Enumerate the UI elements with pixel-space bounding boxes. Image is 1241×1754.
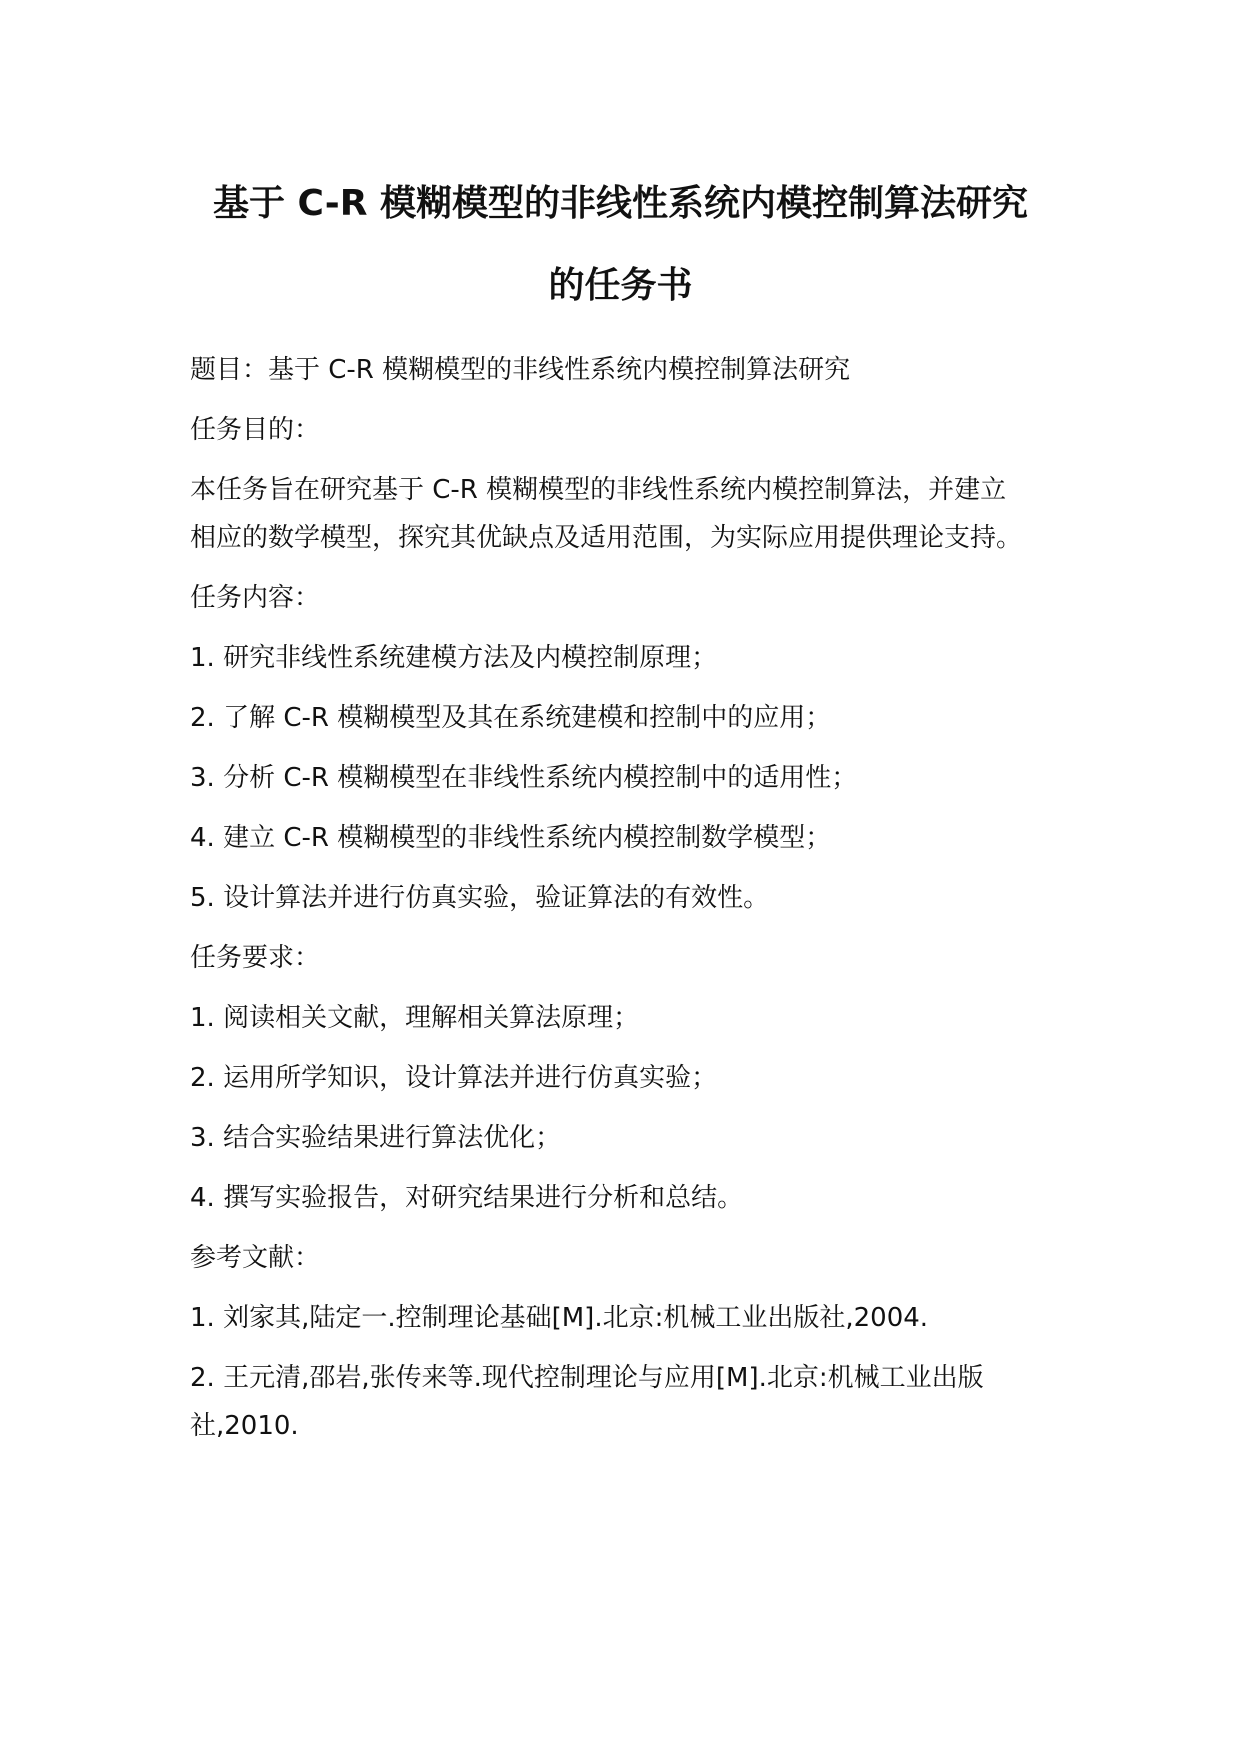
purpose-heading: 任务目的： [190, 415, 321, 445]
requirement-item-4: 4. 撰写实验报告，对研究结果进行分析和总结。 [190, 1183, 744, 1213]
topic-line: 题目：基于 C-R 模糊模型的非线性系统内模控制算法研究 [190, 355, 851, 385]
purpose-line-1: 本任务旨在研究基于 C-R 模糊模型的非线性系统内模控制算法，并建立 [190, 475, 1007, 505]
reference-item-2-line-2: 社,2010. [190, 1411, 299, 1441]
document-title-line-2: 的任务书 [548, 265, 693, 306]
content-item-3: 3. 分析 C-R 模糊模型在非线性系统内模控制中的适用性； [190, 763, 858, 793]
requirements-heading: 任务要求： [190, 943, 321, 973]
requirement-item-2: 2. 运用所学知识，设计算法并进行仿真实验； [190, 1063, 718, 1093]
requirement-item-1: 1. 阅读相关文献，理解相关算法原理； [190, 1003, 640, 1033]
purpose-line-2: 相应的数学模型，探究其优缺点及适用范围，为实际应用提供理论支持。 [190, 523, 1023, 553]
content-item-1: 1. 研究非线性系统建模方法及内模控制原理； [190, 643, 718, 673]
reference-item-2-line-1: 2. 王元清,邵岩,张传来等.现代控制理论与应用[M].北京:机械工业出版 [190, 1363, 984, 1393]
requirement-item-3: 3. 结合实验结果进行算法优化； [190, 1123, 562, 1153]
reference-item-1: 1. 刘家其,陆定一.控制理论基础[M].北京:机械工业出版社,2004. [190, 1303, 929, 1333]
content-item-5: 5. 设计算法并进行仿真实验，验证算法的有效性。 [190, 883, 770, 913]
content-item-2: 2. 了解 C-R 模糊模型及其在系统建模和控制中的应用； [190, 703, 832, 733]
document-title-line-1: 基于 C-R 模糊模型的非线性系统内模控制算法研究 [213, 183, 1028, 224]
content-item-4: 4. 建立 C-R 模糊模型的非线性系统内模控制数学模型； [190, 823, 832, 853]
content-heading: 任务内容： [190, 583, 321, 613]
references-heading: 参考文献： [190, 1243, 321, 1273]
